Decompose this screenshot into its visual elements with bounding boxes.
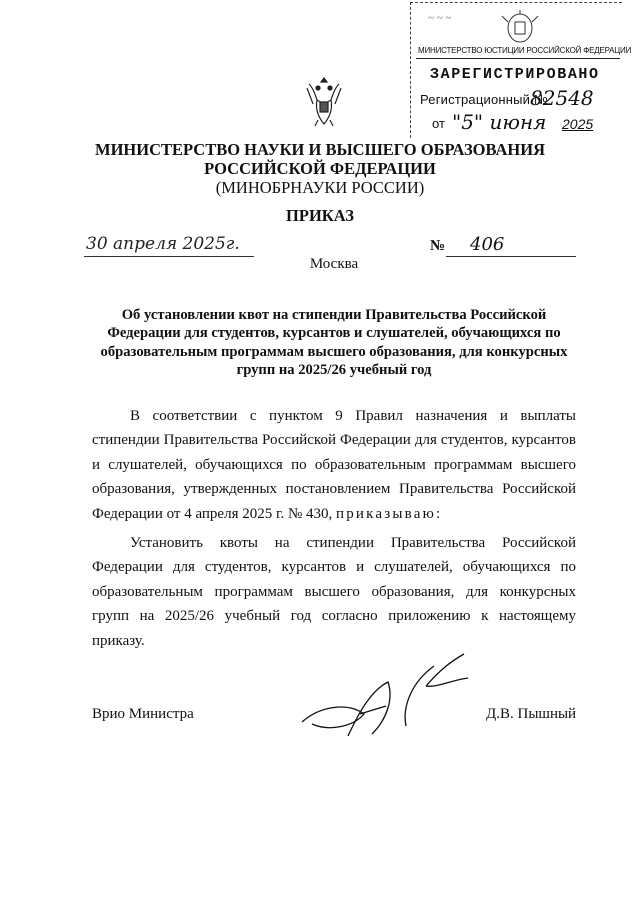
document-type: ПРИКАЗ — [286, 206, 354, 225]
signer-role: Врио Министра — [92, 706, 194, 722]
paragraph-preamble — [92, 404, 576, 526]
stamp-from-label: от — [432, 116, 445, 131]
handwritten-signature — [290, 640, 470, 740]
signer-name: Д.В. Пышный — [486, 706, 577, 722]
stamp-date: "5" июня — [452, 110, 547, 134]
ministry-name-line2: РОССИЙСКОЙ ФЕДЕРАЦИИ — [204, 159, 436, 178]
order-number: 406 — [470, 234, 505, 255]
city: Москва — [309, 256, 359, 272]
coat-of-arms-icon — [303, 74, 345, 128]
stamp-border — [410, 2, 411, 138]
ministry-short-name: (МИНОБРНАУКИ РОССИИ) — [215, 178, 425, 197]
stamp-year: 2025 — [562, 116, 594, 132]
order-date: 30 апреля 2025г. — [86, 234, 240, 254]
stamp-emblem-icon — [500, 8, 540, 46]
paragraph-order: Установить квоты на стипендии Правительства Российской Федерации для студентов, курсантов и слушателей, обучающихся по образовательным программам высшего образования, для конкурсных групп на 2025/26 учебный год согласно приложению к настоящему приказу. — [92, 535, 576, 649]
ministry-name-line1: МИНИСТЕРСТВО НАУКИ И ВЫСШЕГО ОБРАЗОВАНИЯ — [95, 140, 545, 159]
order-command: приказываю: — [336, 505, 443, 522]
stamp-reg-label: Регистрационный № — [420, 92, 549, 107]
order-subject: Об установлении квот на стипендии Правительства Российской Федерации для студентов, курсантов и слушателей, обучающихся по образовательным программам высшего образования, для конкурсных групп на 2025/26 учебный год — [100, 307, 568, 378]
stamp-registered: ЗАРЕГИСТРИРОВАНО — [430, 66, 600, 83]
stamp-divider — [416, 58, 620, 59]
stamp-border-top — [410, 2, 622, 3]
stamp-smudge: ~ ~ ~ — [428, 12, 452, 24]
order-number-label: № — [430, 238, 446, 254]
preamble-text: В соответствии с пунктом 9 Правил назначения и выплаты стипендии Правительства Российской Федерации для студентов, курсантов и слушателей, обучающихся по образовательным программам высшего образования, утвержденных постановлением Правительства Российской Федерации от 4 апреля 2025 г. № 430, — [92, 408, 576, 522]
stamp-ministry: МИНИСТЕРСТВО ЮСТИЦИИ РОССИЙСКОЙ ФЕДЕРАЦИИ — [418, 46, 632, 55]
stamp-reg-number: 82548 — [530, 86, 594, 110]
